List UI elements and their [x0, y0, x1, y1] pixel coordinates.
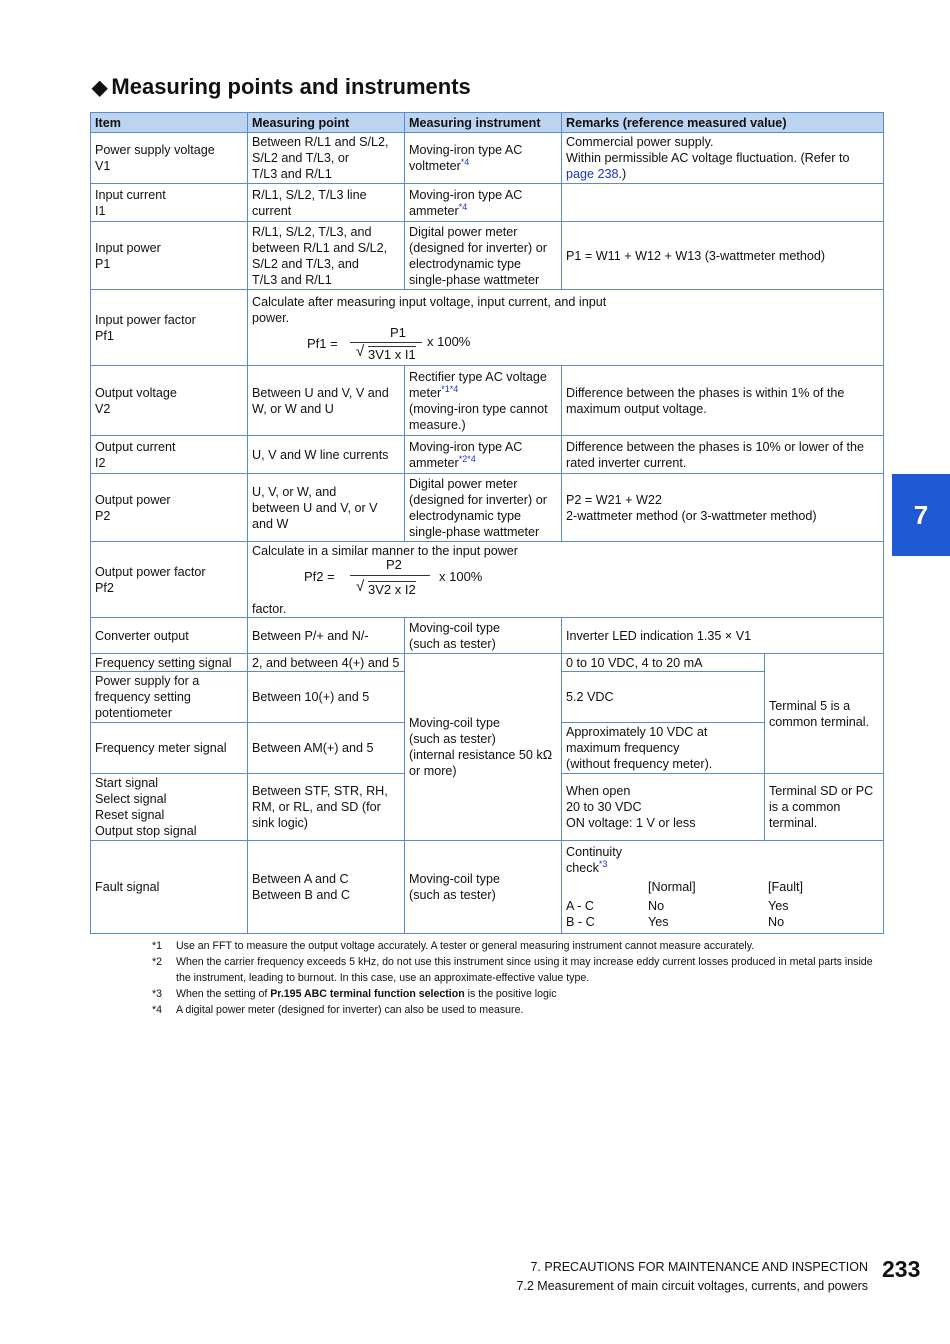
table-row — [91, 222, 884, 290]
point-cell: Between P/+ and N/- — [248, 618, 405, 654]
remarks-cell: Difference between the phases is 10% or lower of the rated inverter current. — [562, 436, 884, 474]
note-cell: Terminal SD or PC is a common terminal. — [765, 774, 884, 841]
remarks-cell — [562, 184, 884, 222]
remarks-cell: P1 = W11 + W12 + W13 (3-wattmeter method) — [562, 222, 884, 290]
point-cell: Between AM(+) and 5 — [248, 723, 405, 774]
page-footer — [516, 1258, 868, 1296]
footnote: *3 When the setting of Pr.195 ABC terminal function selection is the positive logic — [152, 988, 557, 1000]
point-cell: R/L1, S/L2, T/L3 line current — [248, 184, 405, 222]
section-heading — [92, 74, 471, 100]
table-row — [91, 654, 884, 672]
point-cell: 2, and between 4(+) and 5 — [248, 654, 405, 672]
item-cell: Power supply for a frequency setting potentiometer — [91, 672, 248, 723]
column-header-instrument: Measuring instrument — [405, 113, 562, 133]
instrument-cell: Moving-iron type AC voltmeter$^{*4}$ — [405, 133, 562, 184]
remarks-cell: Commercial power supply. Within permissible AC voltage fluctuation. (Refer to page 238.) — [562, 133, 884, 184]
point-cell: U, V and W line currents — [248, 436, 405, 474]
footnote: *2 When the carrier frequency exceeds 5 kHz, do not use this instrument since using it may increase eddy current losses produced in metal parts inside the instrument, leading to burnout. In this case, use an approximate-effective value type. — [152, 956, 873, 984]
table-row — [91, 133, 884, 184]
page-title: Measuring points and instruments — [111, 74, 471, 99]
note-cell: Terminal 5 is a common terminal. — [765, 654, 884, 774]
column-header-remarks: Remarks (reference measured value) — [562, 113, 884, 133]
table-row — [91, 542, 884, 618]
page-number: 233 — [882, 1256, 921, 1282]
point-cell: R/L1, S/L2, T/L3, and between R/L1 and S/L2, S/L2 and T/L3, and T/L3 and R/L1 — [248, 222, 405, 290]
footnote-ref[interactable]: *4 — [458, 201, 468, 212]
instrument-cell: Moving-coil type (such as tester) — [405, 841, 562, 934]
sqrt-icon: √ — [356, 577, 365, 595]
chapter-tab[interactable]: 7 — [892, 474, 950, 556]
remarks-cell: 5.2 VDC — [562, 672, 765, 723]
footnote: *1 Use an FFT to measure the output voltage accurately. A tester or general measuring instrument cannot measure accurately. — [152, 940, 755, 952]
section-title: 7.2 Measurement of main circuit voltages, currents, and powers — [516, 1279, 868, 1293]
remarks-cell: When open 20 to 30 VDC ON voltage: 1 V or less — [562, 774, 765, 841]
power-factor-formula: Pf1 = P1 √ 3V1 x I1 x 100% — [307, 324, 471, 362]
instrument-cell: Moving-coil type (such as tester) — [405, 618, 562, 654]
table-row — [91, 184, 884, 222]
footnote-ref[interactable]: *4 — [460, 156, 470, 167]
table-row — [91, 474, 884, 542]
item-cell: Power supply voltage V1 — [91, 133, 248, 184]
table-row — [91, 618, 884, 654]
footnotes — [152, 938, 887, 1018]
point-cell: Between 10(+) and 5 — [248, 672, 405, 723]
remarks-cell: P2 = W21 + W22 2-wattmeter method (or 3-wattmeter method) — [562, 474, 884, 542]
footnote: *4 A digital power meter (designed for inverter) can also be used to measure. — [152, 1004, 524, 1016]
point-cell: Between STF, STR, RH, RM, or RL, and SD (for sink logic) — [248, 774, 405, 841]
remarks-cell: Difference between the phases is within 1% of the maximum output voltage. — [562, 366, 884, 436]
item-cell: Output current I2 — [91, 436, 248, 474]
footnote-ref[interactable]: *2*4 — [458, 453, 476, 464]
item-cell: Converter output — [91, 618, 248, 654]
instrument-cell: Digital power meter (designed for inverter) or electrodynamic type single-phase wattmeter — [405, 222, 562, 290]
point-cell: U, V, or W, and between U and V, or V and W — [248, 474, 405, 542]
instrument-cell: Rectifier type AC voltage meter$^{*1*4}$ (moving-iron type cannot measure.) — [405, 366, 562, 436]
point-cell: Between R/L1 and S/L2, S/L2 and T/L3, or T/L3 and R/L1 — [248, 133, 405, 184]
instrument-cell: Moving-iron type AC ammeter$^{*2*4}$ — [405, 436, 562, 474]
remarks-cell: 0 to 10 VDC, 4 to 20 mA — [562, 654, 765, 672]
point-cell: Between A and C Between B and C — [248, 841, 405, 934]
table-row — [91, 841, 884, 934]
table-header-row — [91, 113, 884, 133]
measurement-table — [90, 112, 884, 934]
item-cell: Output power factor Pf2 — [91, 542, 248, 618]
footnote-ref[interactable]: *1*4 — [441, 383, 459, 394]
item-cell: Frequency setting signal — [91, 654, 248, 672]
remarks-cell: Inverter LED indication 1.35 × V1 — [562, 618, 884, 654]
column-header-point: Measuring point — [248, 113, 405, 133]
calculation-cell: Calculate after measuring input voltage, input current, and input power. Pf1 = P1 √ 3V1 x I1 x 100% — [248, 290, 884, 366]
point-cell: Between U and V, V and W, or W and U — [248, 366, 405, 436]
instrument-cell: Digital power meter (designed for inverter) or electrodynamic type single-phase wattmeter — [405, 474, 562, 542]
item-cell: Start signal Select signal Reset signal Output stop signal — [91, 774, 248, 841]
item-cell: Frequency meter signal — [91, 723, 248, 774]
sqrt-icon: √ — [356, 342, 365, 360]
column-header-item: Item — [91, 113, 248, 133]
power-factor-formula: Pf2 = P2 √ 3V2 x I2 x 100% — [304, 556, 483, 597]
table-row — [91, 366, 884, 436]
item-cell: Input current I1 — [91, 184, 248, 222]
item-cell: Input power P1 — [91, 222, 248, 290]
table-row — [91, 436, 884, 474]
chapter-title: 7. PRECAUTIONS FOR MAINTENANCE AND INSPECTION — [530, 1260, 868, 1274]
continuity-grid: [Normal] [Fault] A - C No Yes B - C Yes No — [566, 880, 803, 929]
instrument-cell: Moving-coil type (such as tester) (internal resistance 50 kΩ or more) — [405, 654, 562, 841]
table-row — [91, 290, 884, 366]
remarks-cell: Approximately 10 VDC at maximum frequency (without frequency meter). — [562, 723, 765, 774]
remarks-cell: Continuity check$^{*3}$ [Normal] [Fault] A - C No Yes B - C Yes No — [562, 841, 884, 934]
diamond-icon: ◆ — [92, 76, 108, 99]
item-cell: Output power P2 — [91, 474, 248, 542]
calculation-cell: Calculate in a similar manner to the input power Pf2 = P2 √ 3V2 x I2 x 100% factor. — [248, 542, 884, 618]
item-cell: Fault signal — [91, 841, 248, 934]
item-cell: Output voltage V2 — [91, 366, 248, 436]
instrument-cell: Moving-iron type AC ammeter$^{*4}$ — [405, 184, 562, 222]
page-link[interactable]: page 238 — [566, 167, 619, 181]
footnote-ref[interactable]: *3 — [598, 858, 608, 869]
item-cell: Input power factor Pf1 — [91, 290, 248, 366]
